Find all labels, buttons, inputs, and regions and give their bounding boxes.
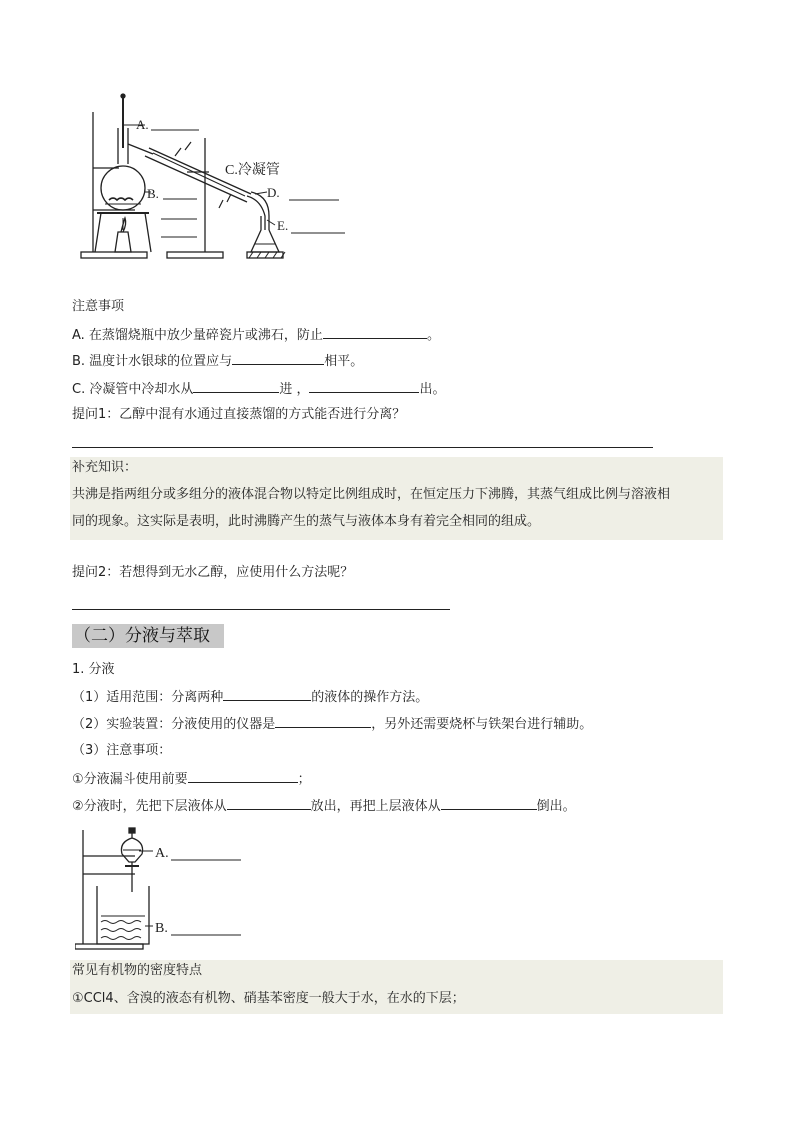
scope [72,688,428,707]
note-b-suffix: 相平。 [324,354,364,369]
caution-2-mid: 放出，再把上层液体从 [310,799,441,814]
item-1: 1. 分液 [72,662,115,677]
note-b-blank[interactable] [232,352,324,365]
label-e: E. [277,218,289,233]
label-a: A. [136,117,149,132]
note-a-suffix: 。 [426,328,440,343]
distillation-apparatus-diagram [75,92,365,264]
note-a-prefix: A. 在蒸馏烧瓶中放少量碎瓷片或沸石，防止 [72,328,323,343]
caution-2 [72,797,576,816]
caution-2-blank-1[interactable] [227,797,311,810]
caution-2-suffix: 倒出。 [536,799,576,814]
caution-1 [72,770,311,789]
notes-title: 注意事项 [72,299,125,314]
label-c: C.冷凝管 [225,163,280,178]
label-b: B. [147,186,159,201]
note-a-blank[interactable] [323,326,427,339]
label-d: D. [267,185,280,200]
note-c-blank-2[interactable] [309,380,419,393]
note-c-prefix: C. 冷凝管中冷却水从 [72,382,194,397]
note-b [72,352,363,371]
question-2: 提问2：若想得到无水乙醇，应使用什么方法呢？ [72,565,354,580]
note-c-mid: 进 ， [279,382,310,397]
scope-blank[interactable] [223,688,311,701]
sep-label-b: B. [155,921,168,936]
caution-2-blank-2[interactable] [441,797,537,810]
caution-1-suffix: ； [297,772,311,787]
scope-suffix: 的液体的操作方法。 [311,690,429,705]
caution-1-prefix: ①分液漏斗使用前要 [72,772,188,787]
caution-1-blank[interactable] [188,770,298,783]
device-prefix: （2）实验装置：分液使用的仪器是 [72,717,276,732]
caution-2-prefix: ②分液时，先把下层液体从 [72,799,227,814]
section-title: （二）分液与萃取 [72,624,224,648]
answer-line-1[interactable] [72,447,653,448]
sep-label-a: A. [155,846,169,861]
density-line-1: ①CCl4、含溴的液态有机物、硝基苯密度一般大于水，在水的下层； [72,991,465,1006]
note-c-suffix: 出。 [419,382,446,397]
supplement-line-1: 共沸是指两组分或多组分的液体混合物以特定比例组成时，在恒定压力下沸腾，其蒸气组成比例与溶液相 [72,487,671,502]
supplement-line-2: 同的现象。这实际是表明，此时沸腾产生的蒸气与液体本身有着完全相同的组成。 [72,514,541,529]
density-title: 常见有机物的密度特点 [72,963,203,978]
note-b-prefix: B. 温度计水银球的位置应与 [72,354,233,369]
scope-prefix: （1）适用范围：分离两种 [72,690,224,705]
caution-title: （3）注意事项： [72,743,172,758]
device-suffix: ，另外还需要烧杯与铁架台进行辅助。 [371,717,593,732]
note-a [72,326,440,345]
device [72,715,592,734]
device-blank[interactable] [275,715,371,728]
answer-line-2[interactable] [72,609,450,610]
note-c-blank-1[interactable] [193,380,279,393]
note-c [72,380,446,399]
separatory-funnel-diagram [75,826,255,952]
question-1: 提问1：乙醇中混有水通过直接蒸馏的方式能否进行分离？ [72,407,406,422]
supplement-title: 补充知识： [72,460,138,475]
